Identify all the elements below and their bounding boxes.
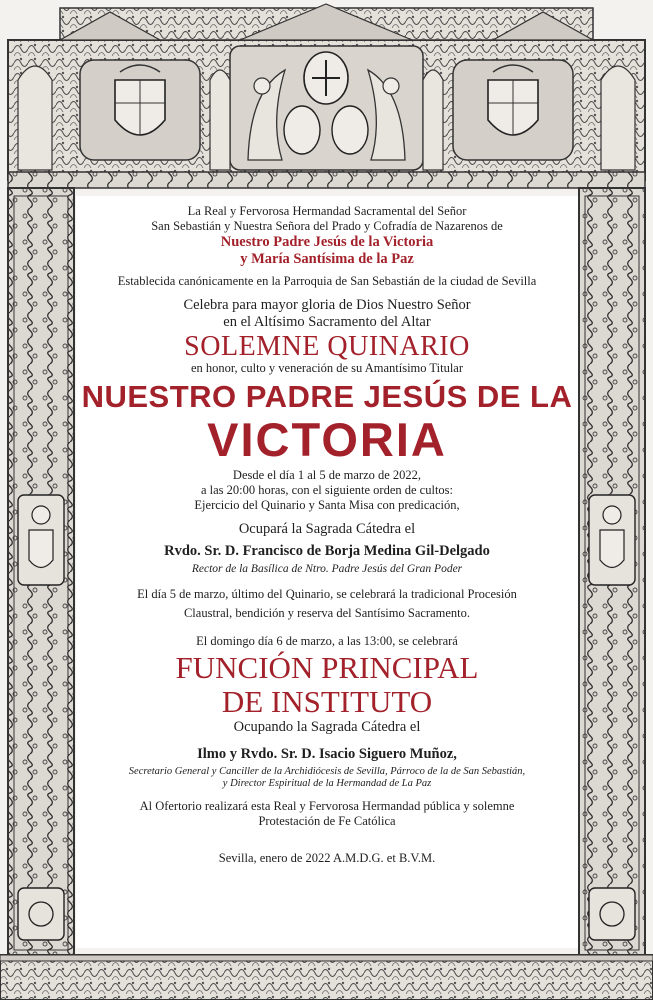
titular-name-heading: NUESTRO PADRE JESÚS DE LA <box>81 378 573 414</box>
main-function-title-1: FUNCIÓN PRINCIPAL <box>175 649 479 685</box>
main-function-intro: El domingo día 6 de marzo, a las 13:00, se celebrará <box>196 633 458 648</box>
titular-line-2: y María Santísima de la Paz <box>240 251 414 268</box>
offertory-line-1: Al Ofertorio realizará esta Real y Fervorosa Hermandad pública y solemne <box>139 798 515 813</box>
central-medallion <box>230 46 423 170</box>
signature-line: Sevilla, enero de 2022 A.M.D.G. et B.V.M. <box>218 850 436 865</box>
brotherhood-line-1: La Real y Fervorosa Hermandad Sacramental del Señor <box>187 204 467 218</box>
celebration-line-2: en el Altísimo Sacramento del Altar <box>223 314 431 331</box>
schedule-dates: Desde el día 1 al 5 de marzo de 2022, <box>232 468 422 483</box>
main-function-preacher-name: Ilmo y Rvdo. Sr. D. Isacio Siguero Muñoz, <box>197 746 457 763</box>
brotherhood-line-2: San Sebastián y Nuestra Señora del Prado y Cofradía de Nazarenos de <box>151 219 503 233</box>
preacher-intro: Ocupará la Sagrada Cátedra el <box>238 521 416 538</box>
main-function-preacher-title-1: Secretario General y Canciller de la Archidiócesis de Sevilla, Párroco de la de San Sebastián, <box>128 765 526 777</box>
right-column-statue <box>589 495 635 585</box>
right-column-base-ornament <box>589 888 635 940</box>
left-column-base-ornament <box>18 888 64 940</box>
offertory-line-2: Protestación de Fe Católica <box>258 813 396 828</box>
titular-name-victoria: VICTORIA <box>207 413 447 467</box>
procession-line-1: El día 5 de marzo, último del Quinario, se celebrará la tradicional Procesión <box>137 587 517 602</box>
canonical-seat: Establecida canónicamente en la Parroquia de San Sebastián de la ciudad de Sevilla <box>117 273 537 288</box>
right-coat-of-arms <box>453 60 573 160</box>
main-function-title-2: DE INSTITUTO <box>221 683 433 719</box>
preacher-title: Rector de la Basílica de Ntro. Padre Jesús del Gran Poder <box>191 563 463 576</box>
poster-text <box>76 196 578 948</box>
main-function-preacher-intro: Ocupando la Sagrada Cátedra el <box>233 719 421 735</box>
honor-line: en honor, culto y veneración de su Amantísimo Titular <box>190 360 464 375</box>
main-function-preacher-title-2: y Director Espiritual de la Hermandad de La Paz <box>222 778 432 790</box>
left-coat-of-arms <box>80 60 200 160</box>
schedule-order: Ejercicio del Quinario y Santa Misa con predicación, <box>194 498 460 513</box>
preacher-name: Rvdo. Sr. D. Francisco de Borja Medina Gil-Delgado <box>164 542 490 559</box>
left-column-statue <box>18 495 64 585</box>
schedule-time: a las 20:00 horas, con el siguiente orden de cultos: <box>200 483 454 498</box>
celebration-line-1: Celebra para mayor gloria de Dios Nuestro Señor <box>183 296 471 313</box>
procession-line-2: Claustral, bendición y reserva del Santísimo Sacramento. <box>183 606 471 621</box>
titular-line-1: Nuestro Padre Jesús de la Victoria <box>220 234 434 250</box>
event-title: SOLEMNE QUINARIO <box>184 330 470 362</box>
